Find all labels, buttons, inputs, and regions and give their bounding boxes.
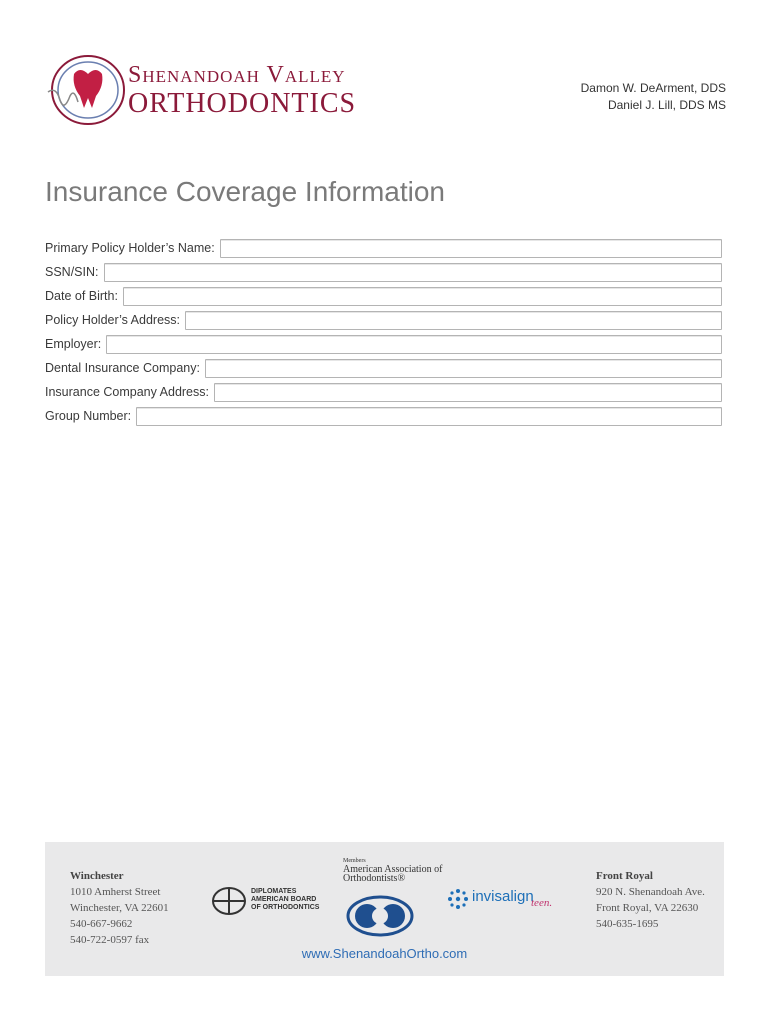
website-link[interactable]: www.ShenandoahOrtho.com (301, 946, 468, 961)
form-row-employer (45, 332, 722, 356)
form-row-insurance-company-address (45, 380, 722, 404)
invisalign-star-icon (447, 888, 469, 910)
doctor-name: Damon W. DeArment, DDS (580, 81, 726, 95)
doctor-name: Daniel J. Lill, DDS MS (607, 98, 726, 112)
invisalign-wordmark: invisalign (472, 888, 534, 905)
office-address-line: 920 N. Shenandoah Ave. (596, 886, 705, 898)
dental-insurance-company-field[interactable] (205, 359, 722, 378)
aao-name (343, 865, 442, 883)
employer-field[interactable] (106, 335, 722, 354)
ssn-field[interactable] (104, 263, 723, 282)
group-number-field[interactable] (136, 407, 722, 426)
office-fax: 540-722-0597 fax (70, 934, 150, 946)
field-label: Group Number: (45, 409, 132, 423)
date-of-birth-field[interactable] (123, 287, 722, 306)
form-row-group-number (45, 404, 722, 428)
office-name: Winchester (70, 870, 124, 882)
form-row-policy-holder-name (45, 236, 722, 260)
office-address-line: Winchester, VA 22601 (70, 902, 169, 914)
office-address-line: Front Royal, VA 22630 (596, 902, 699, 914)
form-row-ssn (45, 260, 722, 284)
field-label: Employer: (45, 337, 102, 351)
aao-line: Orthodontists® (343, 873, 406, 884)
form-row-policy-holder-address (45, 308, 722, 332)
insurance-form (45, 236, 722, 428)
field-label: Insurance Company Address: (45, 385, 209, 399)
abo-emblem-icon (207, 886, 249, 916)
field-label: Policy Holder’s Address: (45, 313, 181, 327)
footer (45, 842, 724, 976)
logo-line-2: ORTHODONTICS (128, 88, 357, 119)
invisalign-teen-wordmark: teen. (531, 897, 553, 909)
policy-holder-name-field[interactable] (220, 239, 722, 258)
practice-logo (44, 52, 364, 130)
abo-line: AMERICAN BOARD (251, 896, 317, 903)
page-title: Insurance Coverage Information (45, 176, 445, 207)
field-label: SSN/SIN: (45, 265, 99, 279)
office-front-royal (596, 868, 705, 932)
office-address-line: 1010 Amherst Street (70, 886, 161, 898)
form-row-date-of-birth (45, 284, 722, 308)
invisalign-teen-logo (447, 888, 567, 912)
field-label: Primary Policy Holder’s Name: (45, 241, 215, 255)
doctor-list (581, 80, 726, 114)
abo-text (251, 888, 319, 912)
logo-emblem-icon (44, 52, 128, 130)
field-label: Date of Birth: (45, 289, 118, 303)
abo-line: OF ORTHODONTICS (251, 904, 320, 911)
form-row-dental-insurance-company (45, 356, 722, 380)
policy-holder-address-field[interactable] (185, 311, 722, 330)
office-name: Front Royal (596, 870, 653, 882)
office-phone: 540-667-9662 (70, 918, 133, 930)
aao-emblem-icon (345, 894, 415, 938)
aao-logo (343, 858, 453, 944)
insurance-company-address-field[interactable] (214, 383, 722, 402)
office-phone: 540-635-1695 (596, 918, 659, 930)
aao-line: American Association of (343, 864, 443, 875)
abo-logo (207, 886, 337, 916)
field-label: Dental Insurance Company: (45, 361, 200, 375)
office-winchester (70, 868, 169, 948)
aao-members-label: Members (343, 858, 366, 864)
logo-line-1: Shenandoah Valley (128, 62, 346, 88)
abo-line: DIPLOMATES (251, 888, 297, 895)
